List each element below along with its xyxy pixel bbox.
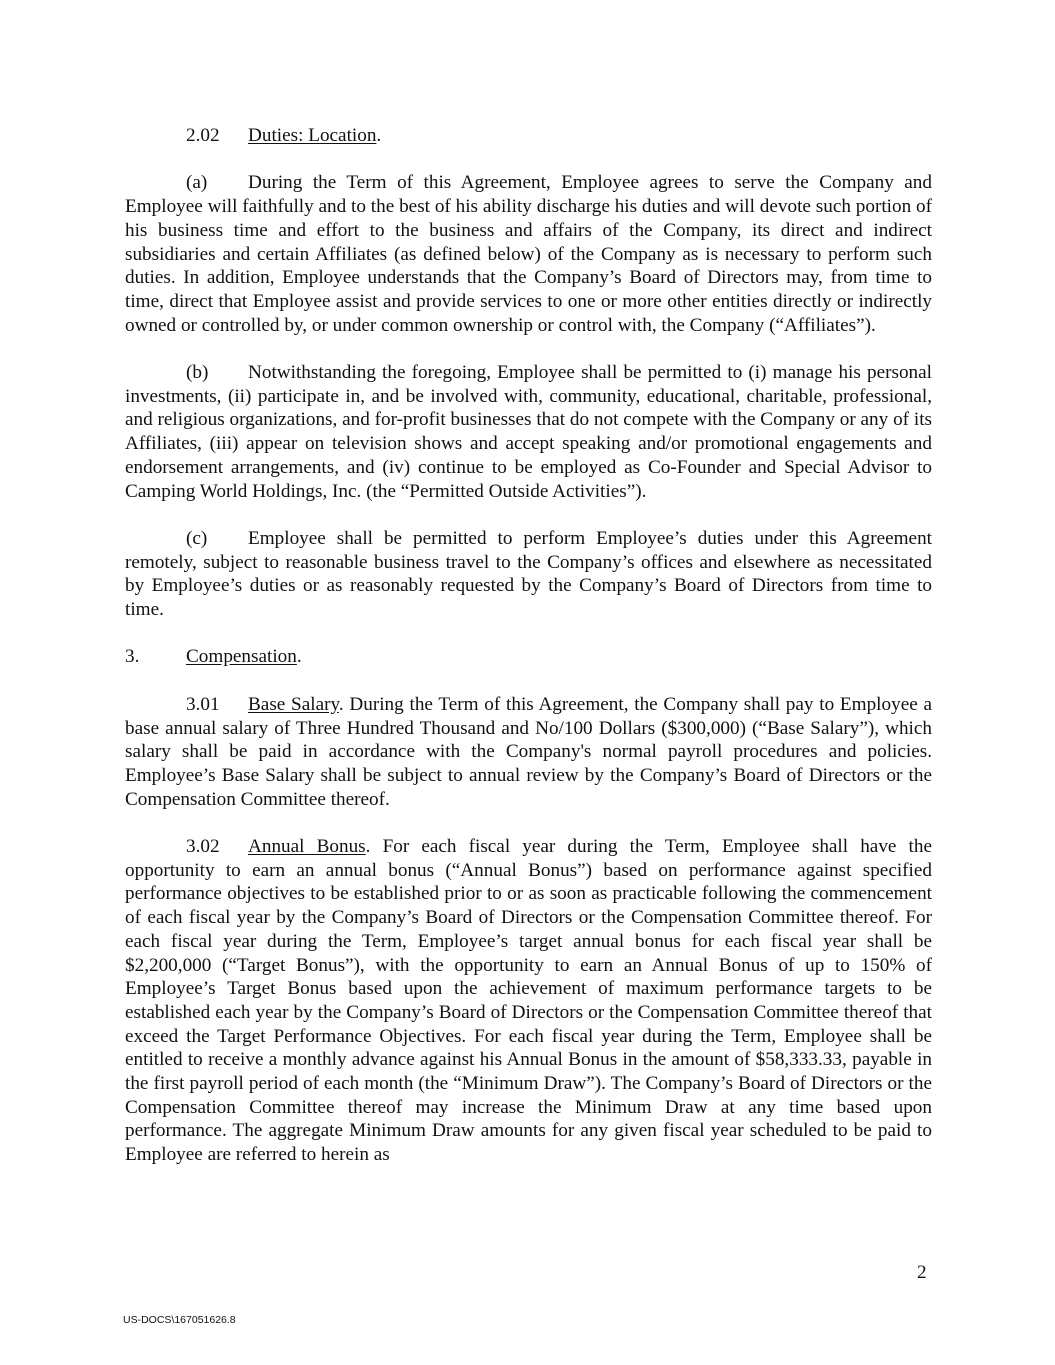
document-body [125,124,932,1191]
paragraph-c [125,527,932,622]
section-title: Compensation [186,646,297,668]
section-3-02-paragraph [125,835,932,1167]
section-number: 3.01 [186,693,220,715]
section-2-02-heading [125,124,932,148]
section-title: Annual Bonus [248,836,366,857]
section-title: Duties: Location [248,125,377,146]
heading-period: . [296,646,302,668]
section-number: 2.02 [186,125,220,146]
section-title: Base Salary [248,693,339,715]
paragraph-b [125,361,932,503]
paragraph-text: . For each fiscal year during the Term, Employee shall have the opportunity to earn an annual bonus (“Annual Bonus”) based on performance against specified performance objectives to be established prior to or as soon as practicable following the commencement of each fiscal year by the Company’s Board of Directors or the Compensation Committee thereof. For each fiscal year during the Term, Employee’s target annual bonus for each fiscal year shall be $2,200,000 (“Target Bonus”), with the opportunity to earn an Annual Bonus of up to 150% of Employee’s Target Bonus based upon the achievement of maximum performance targets to be established each year by the Company’s Board of Directors or the Compensation Committee thereof that exceed the Target Performance Objectives. For each fiscal year during the Term, Employee shall be entitled to receive a monthly advance against his Annual Bonus in the amount of $58,333.33, payable in the first payroll period of each month (the “Minimum Draw”). The Company’s Board of Directors or the Compensation Committee thereof may increase the Minimum Draw at any time based upon performance. The aggregate Minimum Draw amounts for any given fiscal year scheduled to be paid to Employee are referred to herein as [125,836,932,1166]
section-3-01-paragraph [125,693,932,812]
paragraph-text: . During the Term of this Agreement, the Company shall pay to Employee a base annual salary of Three Hundred Thousand and No/100 Dollars ($300,000) (“Base Salary”), which salary shall be paid in accordance with the Company's normal payroll procedures and policies. Employee’s Base Salary shall be subject to annual review by the Company’s Board of Directors or the Compensation Committee thereof. [125,693,932,810]
document-id: US-DOCS\167051626.8 [123,1314,236,1326]
section-3-heading [125,645,932,669]
paragraph-text: Employee shall be permitted to perform Employee’s duties under this Agreement remotely, subject to reasonable business travel to the Company’s offices and elsewhere as necessitated by Employee’s duties or as reasonably requested by the Company’s Board of Directors from time to time. [125,527,932,621]
paragraph-text: Notwithstanding the foregoing, Employee shall be permitted to (i) manage his personal investments, (ii) participate in, and be involved with, community, educational, charitable, professional, and religious organizations, and for-profit businesses that do not compete with the Company or any of its Affiliates, (iii) appear on television shows and accept speaking and/or promotional engagements and endorsement arrangements, and (iv) continue to be employed as Co-Founder and Special Advisor to Camping World Holdings, Inc. (the “Permitted Outside Activities”). [125,362,932,502]
section-number: 3. [125,646,140,668]
paragraph-label: (c) [186,527,208,549]
section-number: 3.02 [186,836,220,857]
page-number: 2 [917,1262,927,1283]
heading-period: . [376,125,382,146]
paragraph-a [125,171,932,337]
paragraph-label: (b) [186,362,209,383]
paragraph-label: (a) [186,172,208,194]
paragraph-text: During the Term of this Agreement, Employee agrees to serve the Company and Employee will faithfully and to the best of his ability discharge his duties and will devote such portion of his business time and effort to the business and affairs of the Company, its direct and indirect subsidiaries and certain Affiliates (as defined below) of the Company as is necessary to perform such duties. In addition, Employee understands that the Company’s Board of Directors may, from time to time, direct that Employee assist and provide services to one or more other entities directly or indirectly owned or controlled by, or under common ownership or control with, the Company (“Affiliates”). [125,172,932,336]
